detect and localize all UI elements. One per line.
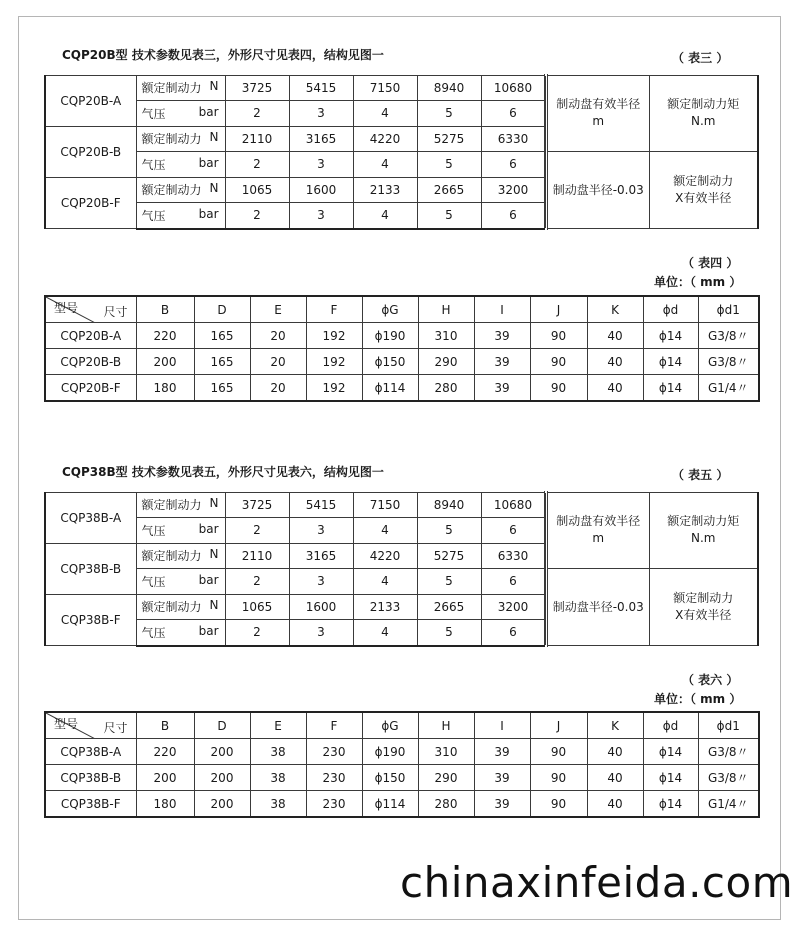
pressure-unit: bar	[198, 155, 219, 170]
section1-caption: CQP20B型 技术参数见表三，外形尺寸见表四，结构见图一	[62, 48, 384, 62]
force-label	[136, 492, 225, 518]
force-label	[136, 75, 225, 101]
pressure-text: 气压	[141, 208, 166, 223]
model-name: CQP20B-B	[45, 349, 136, 375]
dimension-value: G3/8〃	[698, 739, 759, 765]
model-name: CQP20B-B	[45, 126, 136, 177]
dimension-value: 230	[306, 765, 362, 791]
dimension-value: 220	[136, 323, 194, 349]
param-value: 6	[481, 518, 545, 544]
param-value: 1065	[225, 177, 289, 203]
table5-tag: （ 表五 ）	[672, 468, 729, 482]
dimension-value: 180	[136, 375, 194, 402]
pressure-label	[136, 569, 225, 595]
dimension-value: ϕ190	[362, 739, 418, 765]
dimension-value: 165	[194, 323, 250, 349]
corner-top-label: 尺寸	[103, 305, 128, 319]
column-header: K	[587, 296, 643, 323]
column-header: ϕd1	[698, 712, 759, 739]
param-value: 2665	[417, 177, 481, 203]
param-value: 3	[289, 203, 353, 229]
dimension-value: 20	[250, 349, 306, 375]
param-value: 5	[417, 203, 481, 229]
param-value: 4	[353, 620, 417, 646]
table-row	[45, 765, 759, 791]
dimension-value: 200	[194, 765, 250, 791]
dimension-value: 280	[418, 375, 474, 402]
pressure-label	[136, 620, 225, 646]
model-name: CQP20B-F	[45, 177, 136, 229]
pressure-text: 气压	[141, 106, 166, 121]
dimension-value: 40	[587, 323, 643, 349]
dimension-value: 290	[418, 349, 474, 375]
param-value: 8940	[417, 75, 481, 101]
torque-formula: 额定制动力 X有效半径	[649, 569, 758, 646]
table-row	[45, 739, 759, 765]
force-unit: N	[209, 79, 219, 94]
param-value: 5415	[289, 75, 353, 101]
param-value: 2	[225, 203, 289, 229]
param-value: 3200	[481, 594, 545, 620]
param-value: 5	[417, 101, 481, 127]
model-name: CQP38B-F	[45, 594, 136, 646]
param-value: 6	[481, 101, 545, 127]
param-value: 7150	[353, 492, 417, 518]
pressure-text: 气压	[141, 157, 166, 172]
param-value: 3165	[289, 126, 353, 152]
dimension-value: ϕ190	[362, 323, 418, 349]
param-value: 6	[481, 569, 545, 595]
param-value: 5415	[289, 492, 353, 518]
param-value: 2110	[225, 126, 289, 152]
column-header: ϕG	[362, 712, 418, 739]
dimension-value: 90	[530, 765, 587, 791]
param-value: 2665	[417, 594, 481, 620]
dimension-value: 39	[474, 765, 530, 791]
column-header: J	[530, 712, 587, 739]
dimension-value: ϕ14	[643, 349, 698, 375]
param-value: 3200	[481, 177, 545, 203]
param-value: 3	[289, 569, 353, 595]
torque-formula: 额定制动力 X有效半径	[649, 152, 758, 229]
corner-bottom-label: 型号	[54, 301, 79, 315]
header-row	[45, 712, 759, 739]
column-header: ϕd1	[698, 296, 759, 323]
table6-unit: 单位：（ mm ）	[654, 692, 742, 706]
param-value: 5275	[417, 543, 481, 569]
param-row	[45, 569, 758, 595]
table-row	[45, 791, 759, 818]
force-text: 额定制动力	[141, 549, 202, 564]
param-value: 1600	[289, 177, 353, 203]
param-value: 2	[225, 620, 289, 646]
param-value: 4	[353, 518, 417, 544]
pressure-text: 气压	[141, 625, 166, 640]
model-name: CQP38B-B	[45, 765, 136, 791]
dimension-value: 40	[587, 375, 643, 402]
param-row	[45, 492, 758, 518]
dimension-value: 90	[530, 349, 587, 375]
model-name: CQP38B-A	[45, 739, 136, 765]
force-label	[136, 177, 225, 203]
param-value: 4	[353, 101, 417, 127]
pressure-text: 气压	[141, 574, 166, 589]
column-header: I	[474, 712, 530, 739]
dimension-value: 192	[306, 349, 362, 375]
table4-tag: （ 表四 ）	[682, 256, 739, 270]
param-value: 2	[225, 152, 289, 178]
column-header: D	[194, 712, 250, 739]
pressure-unit: bar	[198, 623, 219, 638]
param-value: 1600	[289, 594, 353, 620]
dimension-value: 39	[474, 349, 530, 375]
param-value: 1065	[225, 594, 289, 620]
corner-cell	[45, 712, 136, 739]
radius-formula: 制动盘半径-0.03	[546, 152, 649, 229]
dimension-value: 90	[530, 791, 587, 818]
dimension-value: 310	[418, 739, 474, 765]
model-name: CQP38B-A	[45, 492, 136, 543]
dimension-value: 39	[474, 375, 530, 402]
dimension-value: 38	[250, 765, 306, 791]
pressure-unit: bar	[198, 521, 219, 536]
param-value: 3	[289, 101, 353, 127]
param-value: 3	[289, 518, 353, 544]
param-value: 5	[417, 569, 481, 595]
column-header: F	[306, 712, 362, 739]
dimension-value: 165	[194, 349, 250, 375]
dimension-value: 192	[306, 323, 362, 349]
pressure-unit: bar	[198, 104, 219, 119]
param-row	[45, 75, 758, 101]
force-unit: N	[209, 130, 219, 145]
radius-header: 制动盘有效半径 m	[546, 75, 649, 152]
dimension-value: ϕ14	[643, 375, 698, 402]
dimension-value: 192	[306, 375, 362, 402]
dimension-value: 290	[418, 765, 474, 791]
dimension-value: G1/4〃	[698, 791, 759, 818]
force-text: 额定制动力	[141, 81, 202, 96]
dimension-value: G1/4〃	[698, 375, 759, 402]
dimension-value: 230	[306, 739, 362, 765]
dimension-value: G3/8〃	[698, 349, 759, 375]
param-value: 2133	[353, 177, 417, 203]
corner-cell	[45, 296, 136, 323]
param-value: 4	[353, 152, 417, 178]
column-header: ϕd	[643, 296, 698, 323]
table3-parameters	[44, 74, 759, 230]
force-label	[136, 594, 225, 620]
force-text: 额定制动力	[141, 183, 202, 198]
dimension-value: 90	[530, 375, 587, 402]
dimension-value: 20	[250, 323, 306, 349]
header-row	[45, 296, 759, 323]
dimension-value: 230	[306, 791, 362, 818]
pressure-unit: bar	[198, 572, 219, 587]
param-value: 5275	[417, 126, 481, 152]
column-header: D	[194, 296, 250, 323]
model-name: CQP20B-A	[45, 75, 136, 126]
param-value: 4220	[353, 126, 417, 152]
param-value: 3	[289, 152, 353, 178]
column-header: B	[136, 296, 194, 323]
force-unit: N	[209, 547, 219, 562]
force-unit: N	[209, 598, 219, 613]
param-value: 10680	[481, 75, 545, 101]
model-name: CQP38B-B	[45, 543, 136, 594]
dimension-value: 40	[587, 739, 643, 765]
dimension-value: 40	[587, 765, 643, 791]
torque-header: 额定制动力矩 N.m	[649, 492, 758, 569]
param-value: 4	[353, 203, 417, 229]
pressure-unit: bar	[198, 206, 219, 221]
dimension-value: G3/8〃	[698, 323, 759, 349]
column-header: ϕG	[362, 296, 418, 323]
dimension-value: ϕ14	[643, 791, 698, 818]
param-value: 6330	[481, 126, 545, 152]
column-header: E	[250, 296, 306, 323]
param-value: 6	[481, 203, 545, 229]
param-value: 2133	[353, 594, 417, 620]
dimension-value: G3/8〃	[698, 765, 759, 791]
param-value: 4220	[353, 543, 417, 569]
dimension-value: 38	[250, 791, 306, 818]
param-value: 5	[417, 518, 481, 544]
table4-dimensions	[44, 295, 760, 402]
param-value: 2	[225, 101, 289, 127]
dimension-value: 90	[530, 739, 587, 765]
param-value: 3	[289, 620, 353, 646]
force-unit: N	[209, 181, 219, 196]
param-value: 3725	[225, 75, 289, 101]
dimension-value: 200	[194, 791, 250, 818]
column-header: H	[418, 296, 474, 323]
dimension-value: 39	[474, 323, 530, 349]
force-text: 额定制动力	[141, 498, 202, 513]
param-value: 2110	[225, 543, 289, 569]
table5-parameters	[44, 491, 759, 647]
column-header: J	[530, 296, 587, 323]
model-name: CQP20B-F	[45, 375, 136, 402]
dimension-value: ϕ114	[362, 791, 418, 818]
param-value: 5	[417, 620, 481, 646]
force-unit: N	[209, 496, 219, 511]
pressure-label	[136, 518, 225, 544]
force-text: 额定制动力	[141, 600, 202, 615]
corner-bottom-label: 型号	[54, 717, 79, 731]
torque-header: 额定制动力矩 N.m	[649, 75, 758, 152]
dimension-value: 310	[418, 323, 474, 349]
pressure-text: 气压	[141, 523, 166, 538]
dimension-value: 39	[474, 791, 530, 818]
column-header: K	[587, 712, 643, 739]
dimension-value: ϕ114	[362, 375, 418, 402]
dimension-value: 200	[136, 765, 194, 791]
column-header: F	[306, 296, 362, 323]
table3-tag: （ 表三 ）	[672, 51, 729, 65]
param-value: 2	[225, 518, 289, 544]
dimension-value: ϕ14	[643, 323, 698, 349]
param-value: 6	[481, 620, 545, 646]
table6-dimensions	[44, 711, 760, 818]
param-value: 6	[481, 152, 545, 178]
dimension-value: ϕ150	[362, 349, 418, 375]
corner-top-label: 尺寸	[103, 721, 128, 735]
column-header: E	[250, 712, 306, 739]
model-name: CQP38B-F	[45, 791, 136, 818]
column-header: B	[136, 712, 194, 739]
param-row	[45, 152, 758, 178]
dimension-value: 38	[250, 739, 306, 765]
param-value: 10680	[481, 492, 545, 518]
table4-unit: 单位：（ mm ）	[654, 275, 742, 289]
param-value: 7150	[353, 75, 417, 101]
param-value: 3725	[225, 492, 289, 518]
section2-caption: CQP38B型 技术参数见表五，外形尺寸见表六，结构见图一	[62, 465, 384, 479]
radius-header: 制动盘有效半径 m	[546, 492, 649, 569]
dimension-value: 280	[418, 791, 474, 818]
dimension-value: 165	[194, 375, 250, 402]
pressure-label	[136, 152, 225, 178]
dimension-value: 40	[587, 349, 643, 375]
force-label	[136, 543, 225, 569]
site-watermark: chinaxinfeida.com	[400, 858, 794, 907]
radius-formula: 制动盘半径-0.03	[546, 569, 649, 646]
pressure-label	[136, 101, 225, 127]
table6-tag: （ 表六 ）	[682, 673, 739, 687]
model-name: CQP20B-A	[45, 323, 136, 349]
table-row	[45, 349, 759, 375]
dimension-value: 200	[194, 739, 250, 765]
dimension-value: 39	[474, 739, 530, 765]
dimension-value: 40	[587, 791, 643, 818]
column-header: H	[418, 712, 474, 739]
table-row	[45, 323, 759, 349]
pressure-label	[136, 203, 225, 229]
column-header: ϕd	[643, 712, 698, 739]
force-label	[136, 126, 225, 152]
param-value: 6330	[481, 543, 545, 569]
dimension-value: 200	[136, 349, 194, 375]
param-value: 3165	[289, 543, 353, 569]
param-value: 8940	[417, 492, 481, 518]
dimension-value: ϕ14	[643, 739, 698, 765]
dimension-value: 180	[136, 791, 194, 818]
force-text: 额定制动力	[141, 132, 202, 147]
dimension-value: 90	[530, 323, 587, 349]
column-header: I	[474, 296, 530, 323]
dimension-value: ϕ14	[643, 765, 698, 791]
dimension-value: 220	[136, 739, 194, 765]
dimension-value: ϕ150	[362, 765, 418, 791]
param-value: 5	[417, 152, 481, 178]
dimension-value: 20	[250, 375, 306, 402]
param-value: 4	[353, 569, 417, 595]
param-value: 2	[225, 569, 289, 595]
table-row	[45, 375, 759, 402]
